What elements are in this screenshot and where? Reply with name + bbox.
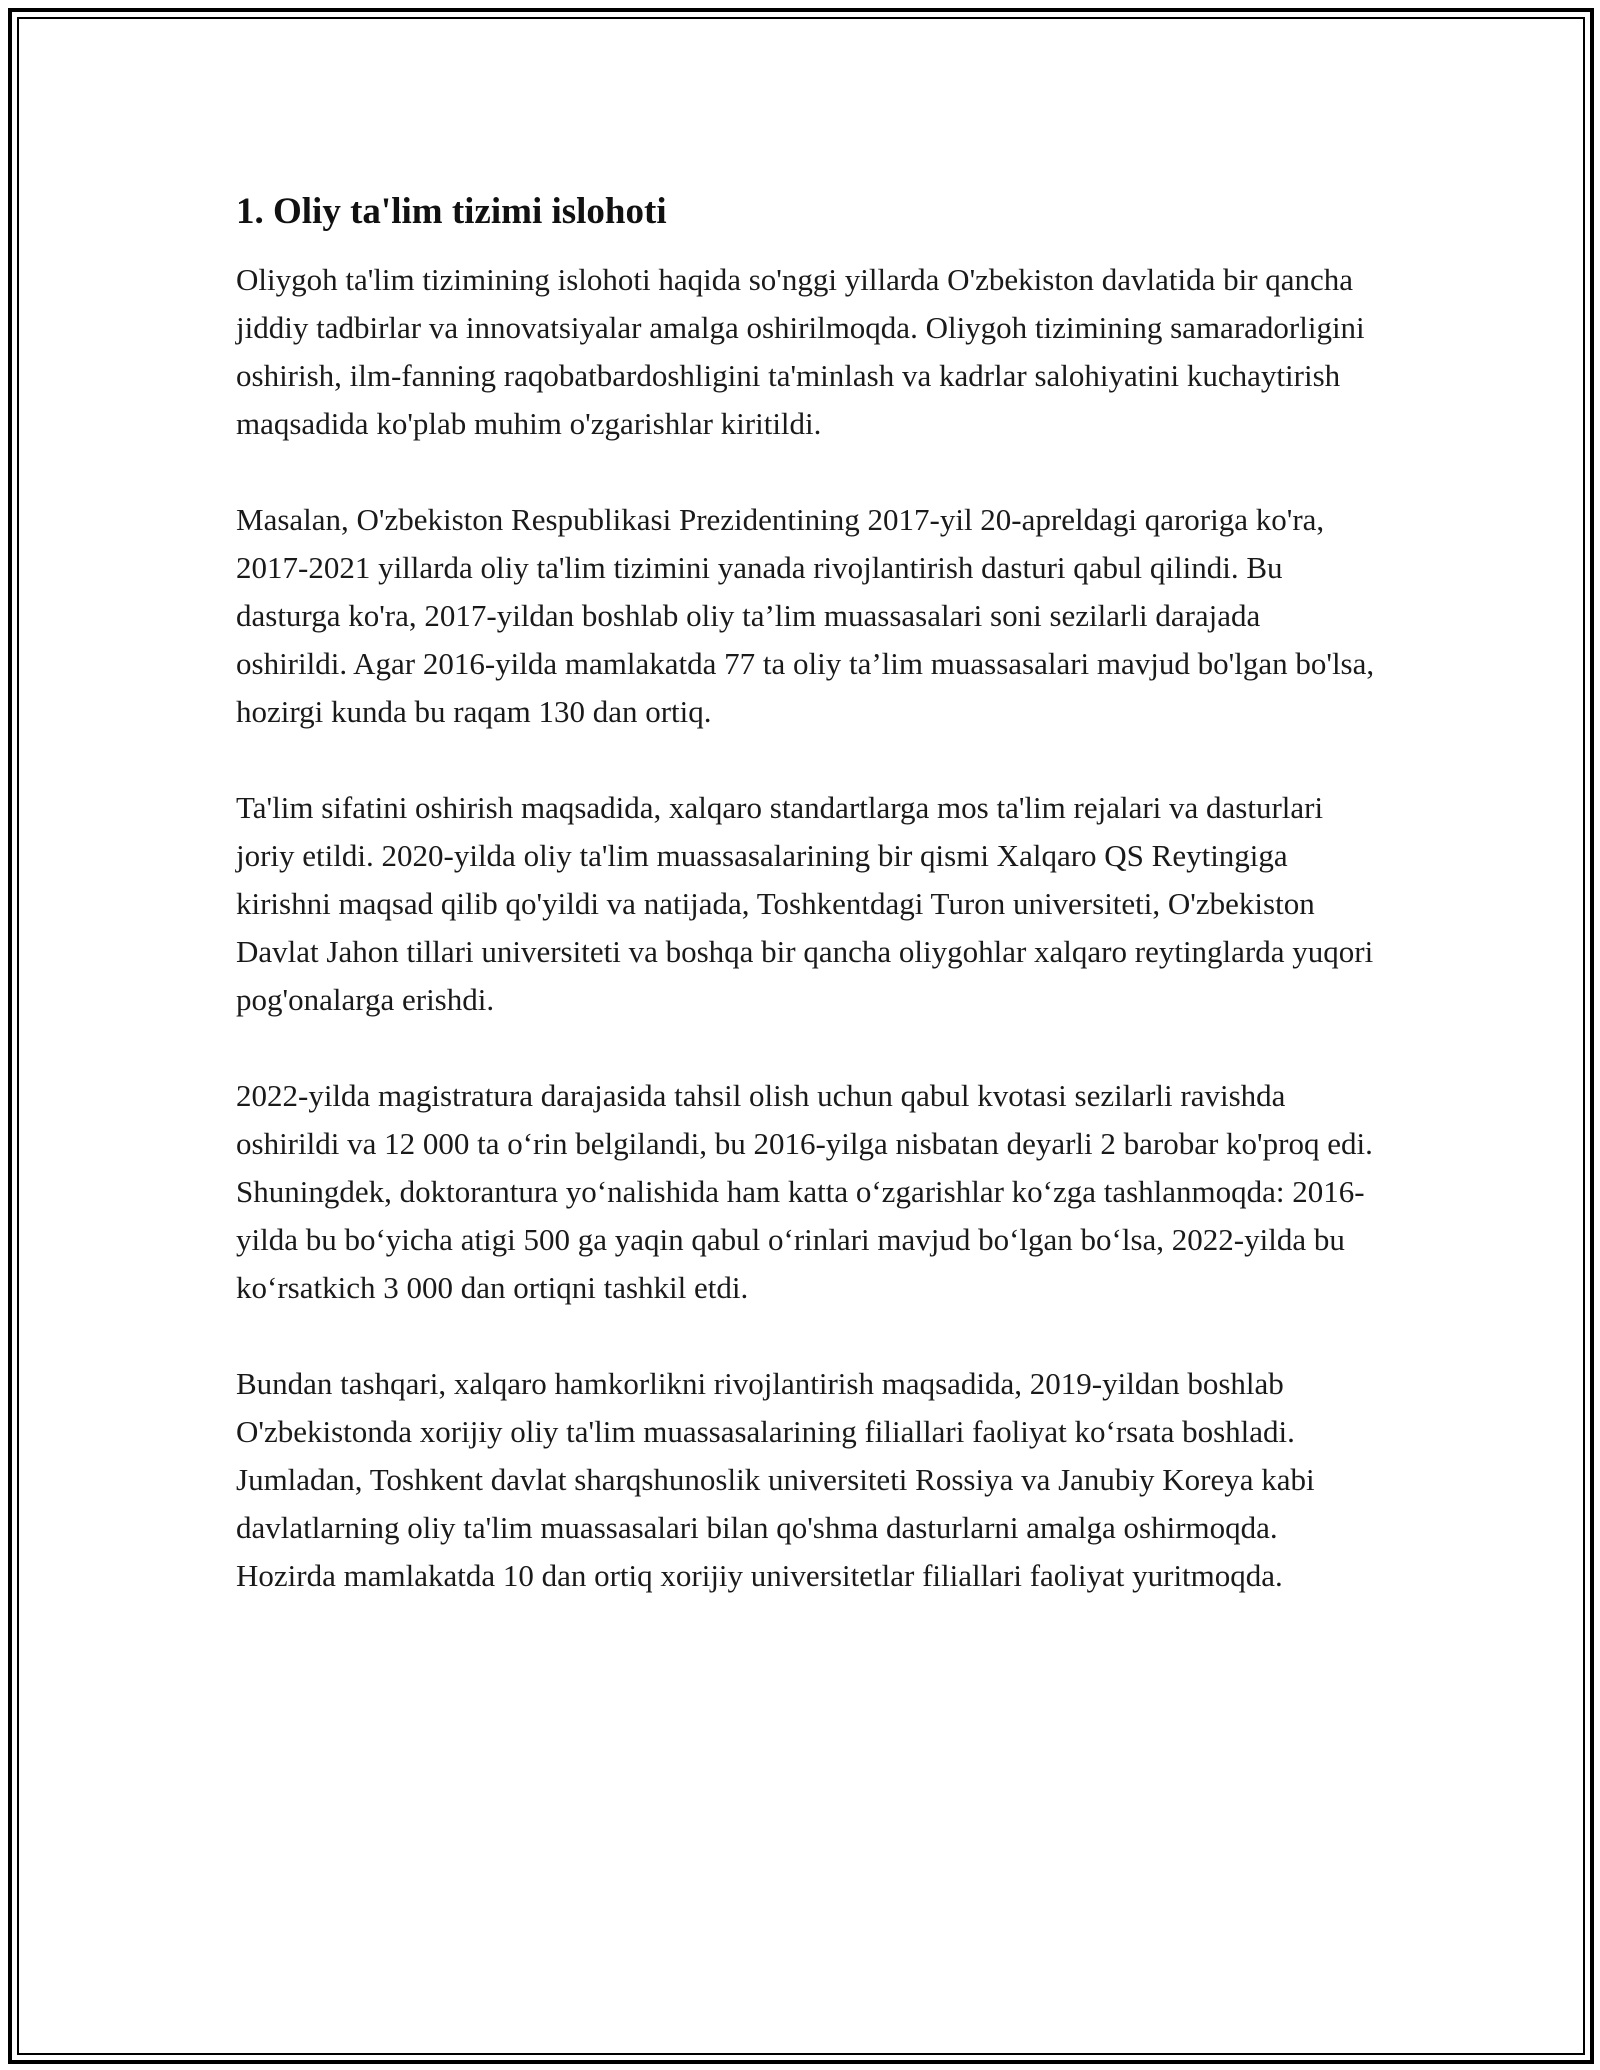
paragraph-institutions-count: Masalan, O'zbekiston Respublikasi Prezidentining 2017-yil 20-apreldagi qaroriga ko'ra, 2017-2021 yillarda oliy ta'lim tizimini yanada rivojlantirish dasturi qabul qilindi. Bu dasturga ko'ra, 2017-yildan boshlab oliy ta’lim muassasalari soni sezilarli darajada oshirildi. Agar 2016-yilda mamlakatda 77 ta oliy ta’lim muassasalari mavjud bo'lgan bo'lsa, hozirgi kunda bu raqam 130 dan ortiq. bbox=[236, 502, 1375, 729]
document-body bbox=[236, 188, 1376, 1600]
paragraph-quality-standards: Ta'lim sifatini oshirish maqsadida, xalqaro standartlarga mos ta'lim rejalari va dasturlari joriy etildi. 2020-yilda oliy ta'lim muassasalarining bir qismi Xalqaro QS Reytingiga kirishni maqsad qilib qo'yildi va natijada, Toshkentdagi Turon universiteti, O'zbekiston Davlat Jahon tillari universiteti va boshqa bir qancha oliygohlar xalqaro reytinglarda yuqori pog'onalarga erishdi. bbox=[236, 790, 1374, 1017]
paragraph-intro: Oliygoh ta'lim tizimining islohoti haqida so'nggi yillarda O'zbekiston davlatida bir qancha jiddiy tadbirlar va innovatsiyalar amalga oshirilmoqda. Oliygoh tizimining samaradorligini oshirish, ilm-fanning raqobatbardoshligini ta'minlash va kadrlar salohiyatini kuchaytirish maqsadida ko'plab muhim o'zgarishlar kiritildi. bbox=[236, 262, 1365, 441]
paragraph-admission-quotas: 2022-yilda magistratura darajasida tahsil olish uchun qabul kvotasi sezilarli ravishda oshirildi va 12 000 ta o‘rin belgilandi, bu 2016-yilga nisbatan deyarli 2 barobar ko'proq edi. Shuningdek, doktorantura yo‘nalishida ham katta o‘zgarishlar ko‘zga tashlanmoqda: 2016-yilda bu bo‘yicha atigi 500 ga yaqin qabul o‘rinlari mavjud bo‘lgan bo‘lsa, 2022-yilda bu ko‘rsatkich 3 000 dan ortiqni tashkil etdi. bbox=[236, 1078, 1373, 1305]
paragraph-international-cooperation: Bundan tashqari, xalqaro hamkorlikni rivojlantirish maqsadida, 2019-yildan boshlab O'zbekistonda xorijiy oliy ta'lim muassasalarining filiallari faoliyat ko‘rsata boshladi. Jumladan, Toshkent davlat sharqshunoslik universiteti Rossiya va Janubiy Koreya kabi davlatlarning oliy ta'lim muassasalari bilan qo'shma dasturlarni amalga oshirmoqda. Hozirda mamlakatda 10 dan ortiq xorijiy universitetlar filiallari faoliyat yuritmoqda. bbox=[236, 1366, 1315, 1593]
section-heading: 1. Oliy ta'lim tizimi islohoti bbox=[236, 191, 667, 232]
